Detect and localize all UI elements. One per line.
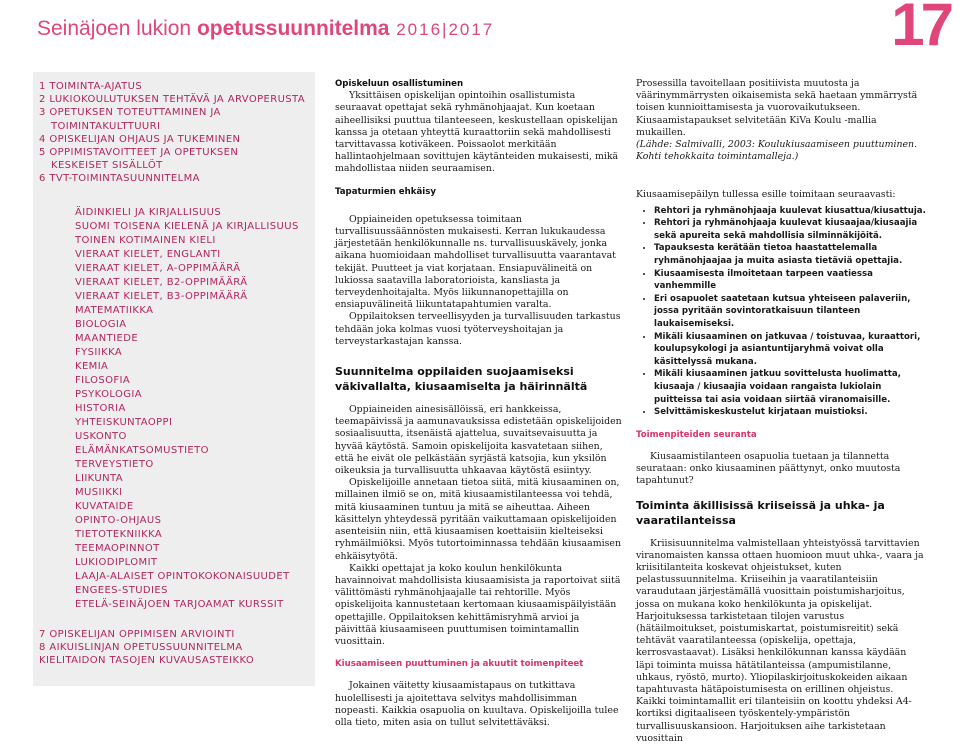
toc-end-chapters — [39, 628, 254, 668]
toc-subject[interactable]: TIETOTEKNIIKKA — [75, 529, 163, 540]
paragraph: Kriisisuunnitelma valmistellaan yhteistyössä tarvittavien viranomaisten kanssa ottaen huomioon muut uhka-, vaara ja kriisitilanteita koskevat ohjeistukset, kuten pelastussuunnitelma. Kriiseihin ja vaaratilanteisiin varaudutaan järjestämällä vuosittain poistumisharjoitus, jossa on mukana koko henkilökunta ja opiskelijat. Harjoituksessa tarkistetaan tilojen varustus (hätäilmoitukset, poistumiskartat, poistumisreitit) sekä tehtävät vaaratilanteessa (opiskelija, opettaja, kerrosvastaavat). Lisäksi henkilökunnan kanssa käydään läpi toiminta muissa hätätilanteissa (ampumistilanne, uhkaus, ryöstö, murto). Yliopilaskirjoituskokeiden aikaan tapahtuvasta hätäpoistumisesta on erillinen ohjeistus. Kaikki toimintamallit eri tilanteisiin on koottu yhdeksi A4-kortiksi digitaaliseen työskentely-ympäristön turvallisuuskansioon. Harjoituksen aihe tarkistetaan vuosittain — [636, 537, 924, 744]
toc-subject[interactable]: VIERAAT KIELET, A-OPPIMÄÄRÄ — [75, 263, 241, 274]
toc-subject[interactable]: ÄIDINKIELI JA KIRJALLISUUS — [75, 207, 222, 218]
toc-item-7[interactable]: 7 OPISKELIJAN OPPIMISEN ARVIOINTI — [39, 629, 235, 640]
toc-item-6[interactable]: 6 TVT-TOIMINTASUUNNITELMA — [39, 173, 200, 185]
citation: (Lähde: Salmivalli, 2003: Koulukiusaamiseen puuttuminen. Kohti tehokkaita toimintamalleja.) — [636, 139, 918, 163]
paragraph: Opiskelijoille annetaan tietoa siitä, mitä kiusaaminen on, millainen ilmiö se on, mitä kiusaamistilanteessa voi tehdä, mitä kiusaaminen tuntuu ja mitä se aiheuttaa. Aiheen käsittelyn yhteydessä pyritään vaikuttamaan opiskelijoiden asenteisiin niin, että kiusaamisen koettaisiin kielteiseksi ryhmäilmiöksi. Myös tutortoiminnassa tehdään kiusaamisen ehkäisytyötä. — [335, 477, 622, 562]
list-item: • Selvittämiskeskustelut kirjataan muistioksi. — [654, 406, 926, 419]
toc-subject[interactable]: USKONTO — [75, 431, 127, 442]
header-title: opetussuunnitelma — [196, 17, 390, 40]
toc-subject[interactable]: HISTORIA — [75, 403, 126, 414]
subsection-heading: Toimenpiteiden seuranta — [636, 429, 757, 440]
section-heading-large: Toiminta äkillisissä kriiseissä ja uhka- ja vaaratilanteissa — [636, 498, 885, 527]
paragraph: Oppiaineiden ainesisällöissä, eri hankkeissa, teemapäivissä ja aamunavauksissa edistetään opiskelijoiden sosiaalisuutta, itsenäistä ajattelua, suvaitsevaisuutta ja hyvää käytöstä. Samoin opiskelijoita kasvatetaan siihen, että he eivät ole pelkästään syrjästä katsojia, kun yksilön oikeuksia ja turvallisuutta uhkaavaa käytöstä esiintyy. — [335, 404, 622, 477]
paragraph: Kiusaamisepäilyn tullessa esille toimitaan seuraavasti: — [636, 189, 896, 201]
toc-subject[interactable]: KUVATAIDE — [75, 501, 134, 512]
toc-item-5-cont[interactable]: KESKEISET SISÄLLÖT — [51, 160, 163, 172]
header-prefix: Seinäjoen lukion — [37, 17, 197, 40]
toc-subject[interactable]: VIERAAT KIELET, ENGLANTI — [75, 249, 221, 260]
toc-subject[interactable]: LIIKUNTA — [75, 473, 123, 484]
toc-subject[interactable]: ENGEES-STUDIES — [75, 585, 168, 596]
list-item: • Mikäli kiusaaminen jatkuu sovittelusta huolimatta, kiusaaja / kiusaajia voidaan rangaista lukiolain puitteissa tai asia voidaan siirtää viranomaisille. — [654, 368, 926, 406]
document-header — [37, 17, 637, 41]
toc-item-8[interactable]: 8 AIKUISLINJAN OPETUSSUUNNITELMA — [39, 642, 243, 654]
toc-subject[interactable]: ELÄMÄNKATSOMUSTIETO — [75, 445, 209, 456]
toc-subject[interactable]: VIERAAT KIELET, B2-OPPIMÄÄRÄ — [75, 277, 248, 288]
toc-item-5[interactable]: 5 OPPIMISTAVOITTEET JA OPETUKSEN — [39, 147, 239, 159]
toc-subject[interactable]: FILOSOFIA — [75, 375, 131, 386]
toc-subjects — [75, 206, 299, 612]
section-heading-large: Suunnitelma oppilaiden suojaamiseksi väkivallalta, kiusaamiselta ja häirinnältä — [335, 365, 588, 394]
toc-item-2[interactable]: 2 LUKIOKOULUTUKSEN TEHTÄVÄ JA ARVOPERUSTA — [39, 94, 306, 106]
toc-subject[interactable]: MATEMATIIKKA — [75, 305, 154, 316]
procedure-list — [636, 205, 926, 419]
paragraph: Kaikki opettajat ja koko koulun henkilökunta havainnoivat mahdollisista kiusaamisista ja raportoivat siitä välittömästi ryhmänohjaajalle tai rehtorille. Myös opiskelijoita kannustetaan kertomaan kiusaamispäilyistään opettajille. Oppilaitoksen kehittämisryhmä arvioi ja päivittää kiusaamiseen puuttumisen toimintamallin vuosittain. — [335, 562, 621, 647]
toc-subject[interactable]: KEMIA — [75, 361, 109, 372]
toc-subject[interactable]: TERVEYSTIETO — [75, 459, 154, 470]
toc-main-chapters — [39, 80, 305, 186]
toc-subject[interactable]: VIERAAT KIELET, B3-OPPIMÄÄRÄ — [75, 291, 248, 302]
toc-item-1[interactable]: 1 TOIMINTA-AJATUS — [39, 81, 143, 92]
toc-subject[interactable]: MUSIIKKI — [75, 487, 123, 498]
paragraph: Oppiaineiden opetuksessa toimitaan turvallisuussäännösten mukaisesti. Kerran lukukaudessa järjestetään henkilökunnalle ns. turvallisuuskävely, jonka aikana huomioidaan mahdolliset turvallisuutta vaarantavat tekijät. Puutteet ja viat korjataan. Ensiapuvälineitä on lukiossa saatavilla laboratorioista, kansliasta ja terveydenhoitajalta. Myös liikunnanopettajilla on ensiapuvälineitä liikuntatapahtumien varalta. — [335, 213, 616, 311]
toc-subject[interactable]: SUOMI TOISENA KIELENÄ JA KIRJALLISUUS — [75, 221, 299, 232]
text-column-middle — [335, 78, 623, 729]
toc-sidebar — [33, 72, 315, 686]
list-item: • Rehtori ja ryhmänohjaaja kuulevat kiusattua/kiusattuja. — [654, 205, 926, 218]
header-year: 2016|2017 — [389, 20, 495, 39]
list-item: • Mikäli kiusaaminen on jatkuvaa / toistuvaa, kuraattori, koulupsykologi ja asiantuntijaryhmä voivat olla käsittelyssä mukana. — [654, 331, 926, 369]
section-heading: Tapaturmien ehkäisy — [335, 186, 436, 197]
toc-subject[interactable]: ETELÄ-SEINÄJOEN TARJOAMAT KURSSIT — [75, 599, 284, 610]
toc-item-3-cont[interactable]: TOIMINTAKULTTUURI — [51, 120, 161, 132]
toc-subject[interactable]: TEEMAOPINNOT — [75, 543, 160, 554]
toc-subject[interactable]: TOINEN KOTIMAINEN KIELI — [75, 235, 216, 246]
toc-subject[interactable]: MAANTIEDE — [75, 333, 139, 344]
list-item: • Eri osapuolet saatetaan kutsua yhteiseen palaveriin, jossa pyritään sovintoratkaisuun tilanteen laukaisemiseksi. — [654, 293, 926, 331]
paragraph: Oppilaitoksen terveellisyyden ja turvallisuuden tarkastus tehdään joka kolmas vuosi työterveyshoitajan ja terveystarkastajan kanssa. — [335, 311, 621, 347]
subsection-heading: Kiusaamiseen puuttuminen ja akuutit toimenpiteet — [335, 659, 584, 670]
page-number: 17 — [891, 0, 950, 58]
toc-item-3[interactable]: 3 OPETUKSEN TOTEUTTAMINEN JA — [39, 107, 221, 119]
paragraph: Jokainen väitetty kiusaamistapaus on tutkittava huolellisesti ja ajoitettava selvitys mahdollisimman nopeasti. Kaikkia osapuolia on kuultava. Opiskelijoilla tulee olla tieto, miten asia on tullut selvitettäväksi. — [335, 680, 619, 728]
toc-subject[interactable]: YHTEISKUNTAOPPI — [75, 417, 173, 428]
toc-subject[interactable]: FYSIIKKA — [75, 347, 123, 358]
toc-item-language-scale[interactable]: KIELITAIDON TASOJEN KUVAUSASTEIKKO — [39, 655, 255, 667]
paragraph: Yksittäisen opiskelijan opintoihin osallistumista seuraavat opettajat sekä ryhmänohjaajat. Kun koetaan aiheellisiksi puuttua tilanteeseen, keskustellaan opiskelijan kanssa ja otetaan yhteyttä kuraattoriin sekä mahdollisesti tarvittavassa kotiväkeen. Poissaolot merkitään hallintaohjelmaan sovittujen käytänteiden mukaisesti, mikä mahdollistaa niiden seuraamisen. — [335, 90, 619, 175]
section-heading: Opiskeluun osallistuminen — [335, 79, 464, 89]
paragraph: Kiusaamistilanteen osapuolia tuetaan ja tilannetta seurataan: onko kiusaaminen päättynyt, onko muutosta tapahtunut? — [636, 450, 901, 487]
toc-subject[interactable]: PSYKOLOGIA — [75, 389, 142, 400]
list-item: • Tapauksesta kerätään tietoa haastattelemalla ryhmänohjaajaa ja muita asiasta tietäviä opettajia. — [654, 242, 926, 267]
toc-item-4[interactable]: 4 OPISKELIJAN OHJAUS JA TUKEMINEN — [39, 133, 241, 145]
text-column-right — [636, 78, 926, 745]
toc-subject[interactable]: OPINTO-OHJAUS — [75, 515, 162, 526]
paragraph: Prosessilla tavoitellaan positiivista muutosta ja väärinymmärrysten oikaisemista sekä haetaan ymmärrystä toisen kunnioittamisesta ja vuorovaikutukseen. Kiusaamistapaukset selvitetään KiVa Koulu -mallia mukaillen. — [636, 78, 918, 138]
toc-subject[interactable]: LUKIODIPLOMIT — [75, 557, 158, 568]
list-item: • Kiusaamisesta ilmoitetaan tarpeen vaatiessa vanhemmille — [654, 268, 926, 293]
toc-subject[interactable]: LAAJA-ALAISET OPINTOKOKONAISUUDET — [75, 571, 290, 582]
list-item: • Rehtori ja ryhmänohjaaja kuulevat kiusaajaa/kiusaajia sekä apureita sekä mahdollisia silminnäkijöitä. — [654, 217, 926, 242]
toc-subject[interactable]: BIOLOGIA — [75, 319, 127, 330]
